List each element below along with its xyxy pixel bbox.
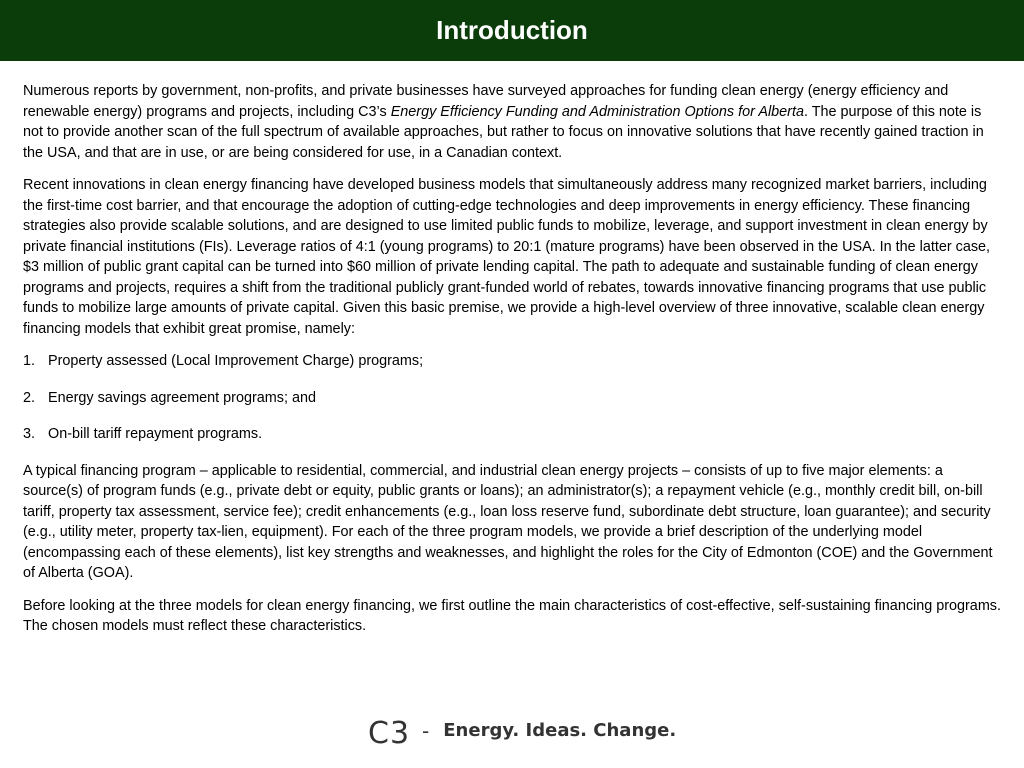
- list-item-text: Energy savings agreement programs; and: [48, 389, 316, 406]
- paragraph-closing: Before looking at the three models for clean energy financing, we first outline the main characteristics of cost-effective, self-sustaining financing programs. The chosen models must reflect these characteristics.: [23, 597, 1001, 634]
- list-item-number: 1.: [23, 353, 36, 369]
- page-title: Introduction: [436, 15, 588, 45]
- list-item-number: 2.: [23, 389, 36, 406]
- list-item: [23, 351, 1003, 372]
- footer-dash: -: [422, 718, 430, 743]
- list-item: [23, 424, 1003, 445]
- body-text: [23, 81, 1003, 649]
- paragraph-program-elements: A typical financing program – applicable to residential, commercial, and industrial clean energy projects – consists of up to five major elements: a source(s) of program funds (e.g., private debt or equity, public grants or loans); an administrator(s); a repayment vehicle (e.g., monthly credit bill, on-bill tariff, property tax assessment, service fee); credit enhancements (e.g., loan loss reserve fund, subordinate debt structure, loan guarantee); and security (e.g., utility meter, property tax-lien, equipment). For each of the three program models, we provide a brief description of the underlying model (encompassing each of these elements), list key strengths and weaknesses, and highlight the roles for the City of Edmonton (COE) and the Government of Alberta (GOA).: [23, 462, 993, 581]
- list-item: [23, 388, 1003, 409]
- list-item-text: Property assessed (Local Improvement Charge) programs;: [48, 353, 424, 369]
- list-item-number: 3.: [23, 426, 36, 442]
- footer-branding: [368, 716, 676, 751]
- c3-logo: C3: [368, 716, 411, 751]
- report-title-italic: Energy Efficiency Funding and Administration Options for Alberta: [390, 103, 804, 120]
- title-bar: [0, 0, 1024, 61]
- paragraph-innovations: Recent innovations in clean energy financing have developed business models that simultaneously address many recognized market barriers, including the first-time cost barrier, and that encourage the adoption of cutting-edge technologies and deep improvements in energy efficiency. These financing strategies also provide scalable solutions, and are designed to use limited public funds to mobilize, leverage, and support investment in clean energy by private financial institutions (FIs). Leverage ratios of 4:1 (young programs) to 20:1 (mature programs) have been observed in the USA. In the latter case, $3 million of public grant capital can be turned into $60 million of private lending capital. The path to adequate and sustainable funding of clean energy programs and projects, requires a shift from the traditional publicly grant-funded world of rebates, towards innovative financing programs that use public funds to mobilize large amounts of private capital. Given this basic premise, we provide a high-level overview of three innovative, scalable clean energy financing models that exhibit great promise, namely:: [23, 177, 991, 337]
- footer-tagline: Energy. Ideas. Change.: [443, 720, 677, 741]
- paragraph-intro-part-b: . The purpose of this note is not to provide another scan of the full spectrum of available approaches, but rather to focus on innovative solutions that have recently gained traction in the USA, and that are in use, or are being considered for use, in a Canadian context.: [23, 103, 984, 161]
- list-item-text: On-bill tariff repayment programs.: [48, 426, 263, 442]
- paragraph-intro-part-a: Numerous reports by government, non-profits, and private businesses have surveyed approaches for funding clean energy (energy efficiency and renewable energy) programs and projects, including C3’s: [23, 83, 949, 120]
- paragraph-intro: [23, 81, 1003, 163]
